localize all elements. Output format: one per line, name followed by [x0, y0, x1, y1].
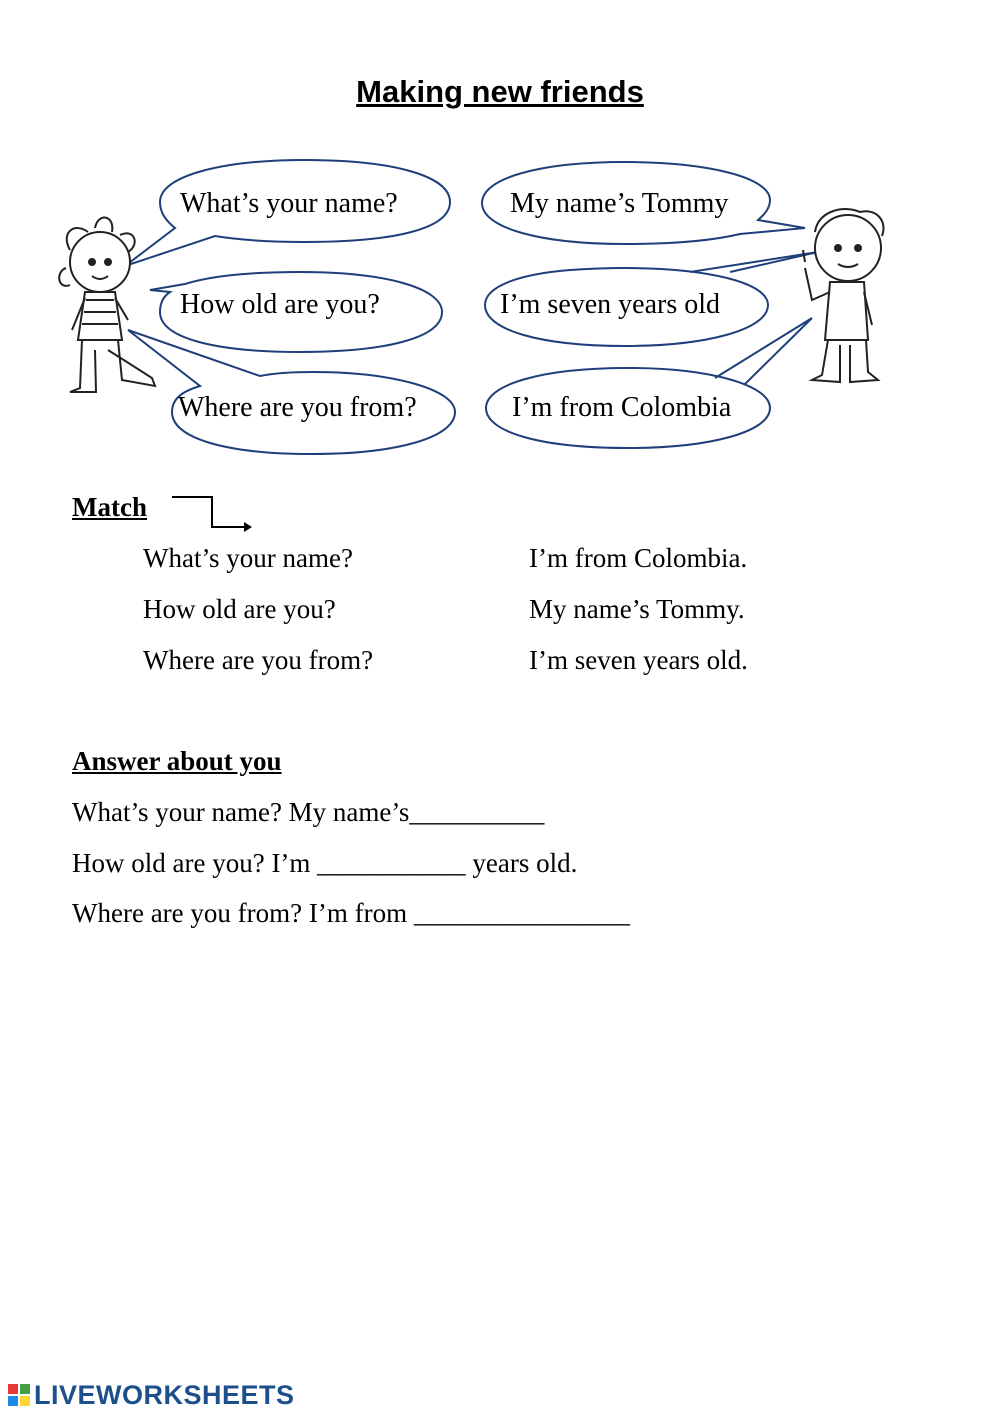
match-question-3: Where are you from? — [143, 645, 374, 675]
boy-bubble-1 — [482, 162, 805, 244]
match-heading: Match — [72, 492, 147, 522]
boy-figure — [803, 209, 883, 382]
answer-line-name[interactable]: What’s your name? My name’s__________ — [72, 797, 545, 827]
page-title: Making new friends — [356, 74, 644, 109]
liveworksheets-brand: LIVEWORKSHEETS — [34, 1379, 295, 1410]
liveworksheets-logo-icon — [8, 1384, 30, 1406]
match-answer-2[interactable]: My name’s Tommy. — [529, 594, 745, 624]
match-answer-1[interactable]: I’m from Colombia. — [529, 543, 748, 573]
answer-line-from[interactable]: Where are you from? I’m from ________________ — [72, 898, 630, 928]
girl-figure — [59, 217, 155, 392]
arrow-icon — [170, 493, 260, 533]
match-answer-3[interactable]: I’m seven years old. — [529, 645, 748, 675]
boy-bubble-1-text: My name’s Tommy — [510, 188, 729, 219]
girl-bubble-2-text: How old are you? — [180, 289, 380, 320]
match-question-2: How old are you? — [143, 594, 336, 624]
girl-bubble-2 — [150, 272, 442, 352]
answer-heading: Answer about you — [72, 746, 282, 776]
boy-bubble-2 — [485, 252, 818, 346]
liveworksheets-logo — [8, 1380, 295, 1410]
boy-bubble-2-text: I’m seven years old — [500, 289, 721, 320]
girl-bubble-1 — [125, 160, 450, 266]
girl-bubble-3-text: Where are you from? — [178, 392, 417, 423]
girl-bubble-1-text: What’s your name? — [180, 188, 398, 219]
match-question-1: What’s your name? — [143, 543, 353, 573]
boy-bubble-3-text: I’m from Colombia — [512, 392, 732, 423]
dialogue-illustration — [0, 0, 1000, 480]
answer-line-age[interactable]: How old are you? I’m ___________ years old. — [72, 848, 578, 878]
